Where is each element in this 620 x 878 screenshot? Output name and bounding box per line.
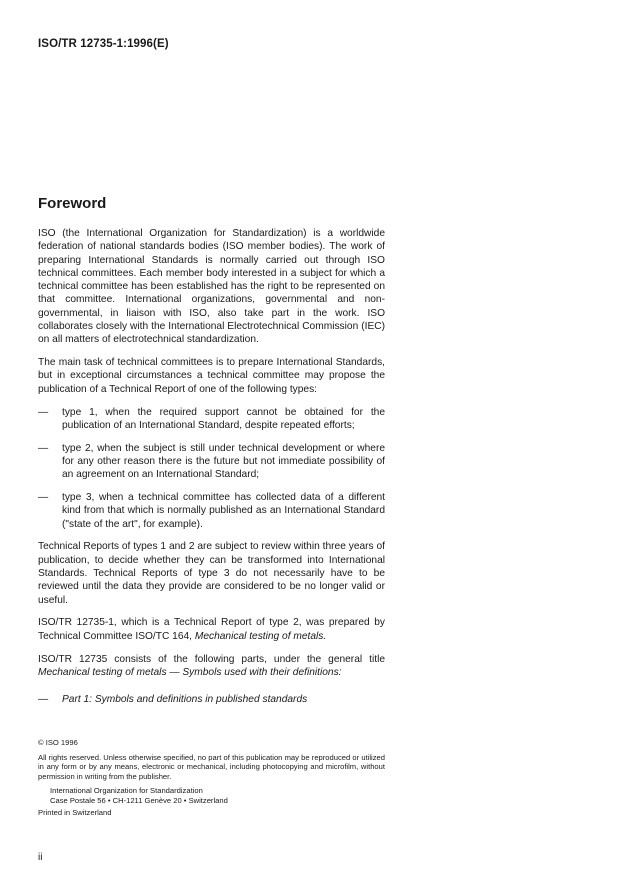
list-item-text: type 1, when the required support cannot be obtained for the publication of an International Standard, despite repeated efforts; [62, 406, 385, 431]
page-number: ii [38, 852, 43, 863]
copyright-block [38, 738, 385, 822]
publisher-name: International Organization for Standardization [50, 786, 203, 796]
dash-bullet: — [38, 694, 49, 706]
parts-intro-text: ISO/TR 12735 consists of the following parts, under the general title [38, 653, 385, 665]
part-title: Part 1: Symbols and definitions in published standards [62, 694, 308, 706]
list-item-type-2 [38, 442, 385, 482]
main-task-paragraph: The main task of technical committees is to prepare International Standards, but in exceptional circumstances a technical committee may propose the publication of a Technical Report of one of the following types: [38, 357, 385, 395]
page-title: Foreword [38, 195, 107, 212]
copyright-line: © ISO 1996 [38, 738, 78, 747]
dash-bullet: — [38, 442, 49, 454]
general-title: Mechanical testing of metals — Symbols used with their definitions: [38, 666, 342, 678]
committee-title: Mechanical testing of metals. [194, 630, 327, 642]
foreword-body [38, 227, 385, 706]
publisher-address: Case Postale 56 • CH-1211 Genève 20 • Switzerland [50, 795, 228, 805]
list-item-type-1 [38, 406, 385, 433]
list-item-text: type 2, when the subject is still under technical development or where for any other reason there is the future but not immediate possibility of an agreement on an International Standard; [62, 442, 385, 481]
list-item-type-3 [38, 491, 385, 531]
printed-in: Printed in Switzerland [38, 807, 112, 817]
review-paragraph: Technical Reports of types 1 and 2 are subject to review within three years of publication, to decide whether they can be transformed into International Standards. Technical Reports of type 3 do not necessarily have to be reviewed until the data they provide are considered to be no longer valid or useful. [38, 541, 385, 606]
intro-paragraph: ISO (the International Organization for Standardization) is a worldwide federation of national standards bodies (ISO member bodies). The work of preparing International Standards is normally carried out through ISO technical committees. Each member body interested in a subject for which a technical committee has been established has the right to be represented on that committee. International organizations, governmental and non-governmental, in liaison with ISO, also take part in the work. ISO collaborates closely with the International Electrotechnical Commission (IEC) on all matters of electrotechnical standardization. [38, 228, 385, 346]
prepared-by-text: ISO/TR 12735-1, which is a Technical Report of type 2, was prepared by Technical Committee ISO/TC 164, [38, 617, 385, 642]
dash-bullet: — [38, 406, 49, 418]
list-item-part-1 [38, 693, 385, 706]
parts-paragraph [38, 653, 385, 680]
rights-notice: All rights reserved. Unless otherwise specified, no part of this publication may be reproduced or utilized in any form or by any means, electronic or mechanical, including photocopying and microfilm, without permission in writing from the publisher. [38, 752, 385, 781]
dash-bullet: — [38, 492, 49, 504]
list-item-text: type 3, when a technical committee has collected data of a different kind from that which is normally published as an International Standard ("state of the art", for example). [62, 492, 385, 530]
prepared-by-paragraph [38, 616, 385, 643]
document-code-header: ISO/TR 12735-1:1996(E) [38, 38, 169, 50]
